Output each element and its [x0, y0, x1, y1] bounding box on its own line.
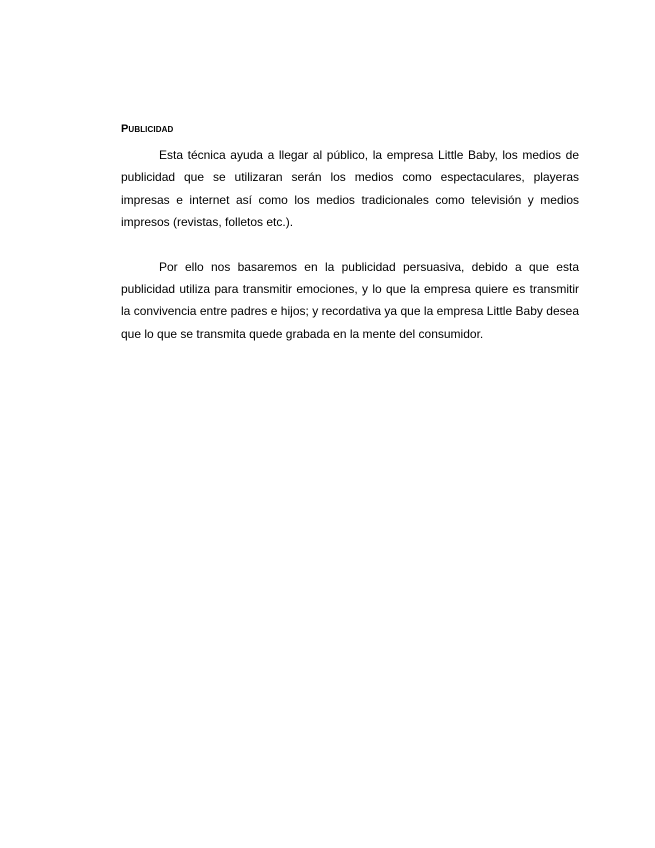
section-heading: Publicidad — [121, 123, 174, 135]
paragraph-2: Por ello nos basaremos en la publicidad persuasiva, debido a que esta publicidad utiliza para transmitir emociones, y lo que la empresa quiere es transmitir la convivencia entre padres e hijos; y recordativa ya que la empresa Little Baby desea que lo que se transmita quede grabada en la mente del consumidor. — [121, 259, 579, 341]
paragraph-1: Esta técnica ayuda a llegar al público, la empresa Little Baby, los medios de publicidad que se utilizaran serán los medios como espectaculares, playeras impresas e internet así como los medios tradicionales como televisión y medios impresos (revistas, folletos etc.). — [121, 148, 579, 230]
section-publicidad — [121, 120, 579, 345]
